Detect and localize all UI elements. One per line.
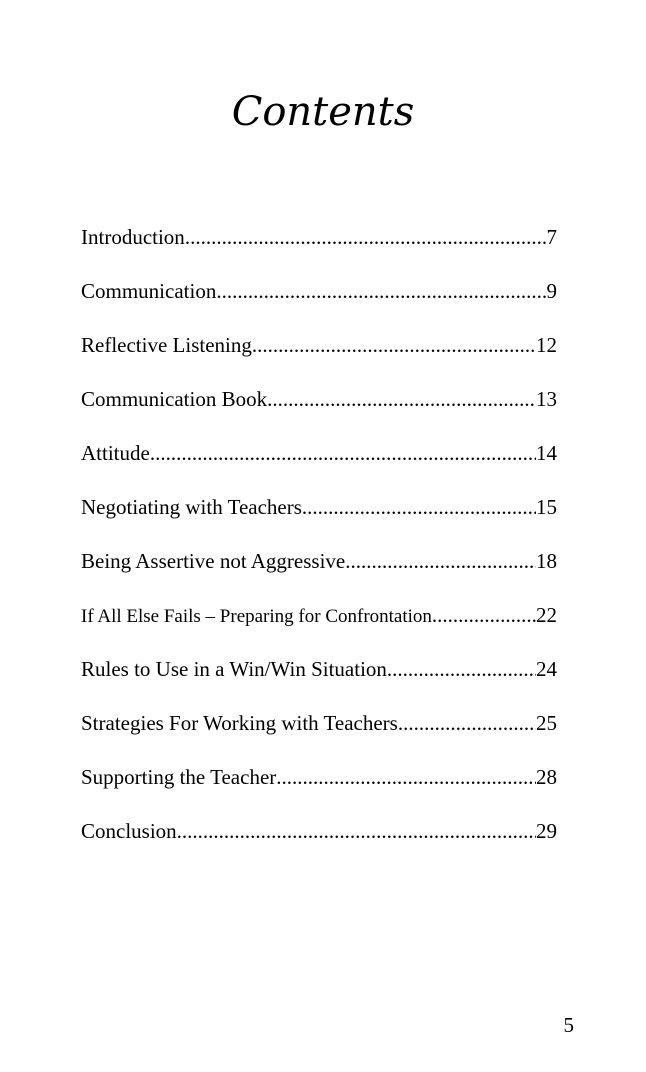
toc-entry-label: Reflective Listening [81, 333, 252, 357]
toc-entry-page: 22 [536, 603, 557, 627]
toc-entry-label: Rules to Use in a Win/Win Situation [81, 657, 387, 681]
toc-entry-attitude[interactable] [81, 436, 557, 490]
toc-entry-communication-book[interactable] [81, 382, 557, 436]
table-of-contents [81, 220, 557, 868]
toc-entry-strategies[interactable] [81, 706, 557, 760]
toc-entry-if-all-else-fails[interactable] [81, 598, 557, 652]
toc-dot-leader [345, 544, 536, 578]
toc-entry-being-assertive[interactable] [81, 544, 557, 598]
toc-dot-leader [216, 274, 546, 308]
toc-dot-leader [302, 490, 536, 524]
toc-entry-label: Communication [81, 279, 217, 303]
toc-entry-negotiating-with-teachers[interactable] [81, 490, 557, 544]
toc-entry-label: Negotiating with Teachers [81, 495, 302, 519]
toc-entry-page: 18 [536, 549, 557, 573]
toc-dot-leader [387, 652, 536, 686]
toc-entry-label: Attitude [81, 441, 150, 465]
toc-dot-leader [276, 760, 536, 794]
toc-entry-label: Introduction [81, 225, 185, 249]
toc-entry-label: Strategies For Working with Teachers [81, 711, 398, 735]
toc-dot-leader [432, 598, 536, 632]
toc-dot-leader [150, 436, 536, 470]
toc-dot-leader [398, 706, 536, 740]
toc-entry-page: 15 [536, 495, 557, 519]
toc-entry-page: 9 [546, 279, 557, 303]
page-number: 5 [563, 1013, 574, 1037]
toc-entry-page: 12 [536, 333, 557, 357]
toc-entry-label: Communication Book [81, 387, 268, 411]
toc-entry-page: 24 [536, 657, 557, 681]
toc-entry-label: Being Assertive not Aggressive [81, 549, 346, 573]
toc-entry-introduction[interactable] [81, 220, 557, 274]
toc-entry-page: 28 [536, 765, 557, 789]
toc-entry-communication[interactable] [81, 274, 557, 328]
page-title: Contents [231, 89, 415, 135]
toc-dot-leader [252, 328, 536, 362]
toc-dot-leader [267, 382, 536, 416]
toc-entry-page: 7 [546, 225, 557, 249]
toc-dot-leader [177, 814, 536, 848]
toc-entry-page: 25 [536, 711, 557, 735]
toc-dot-leader [185, 220, 547, 254]
toc-entry-label: If All Else Fails – Preparing for Confrontation [81, 606, 432, 627]
toc-entry-label: Supporting the Teacher [81, 765, 277, 789]
toc-entry-rules-win-win[interactable] [81, 652, 557, 706]
toc-entry-page: 14 [536, 441, 557, 465]
toc-entry-page: 29 [536, 819, 557, 843]
toc-entry-reflective-listening[interactable] [81, 328, 557, 382]
toc-entry-label: Conclusion [81, 819, 177, 843]
toc-entry-page: 13 [536, 387, 557, 411]
toc-entry-conclusion[interactable] [81, 814, 557, 868]
toc-entry-supporting-the-teacher[interactable] [81, 760, 557, 814]
